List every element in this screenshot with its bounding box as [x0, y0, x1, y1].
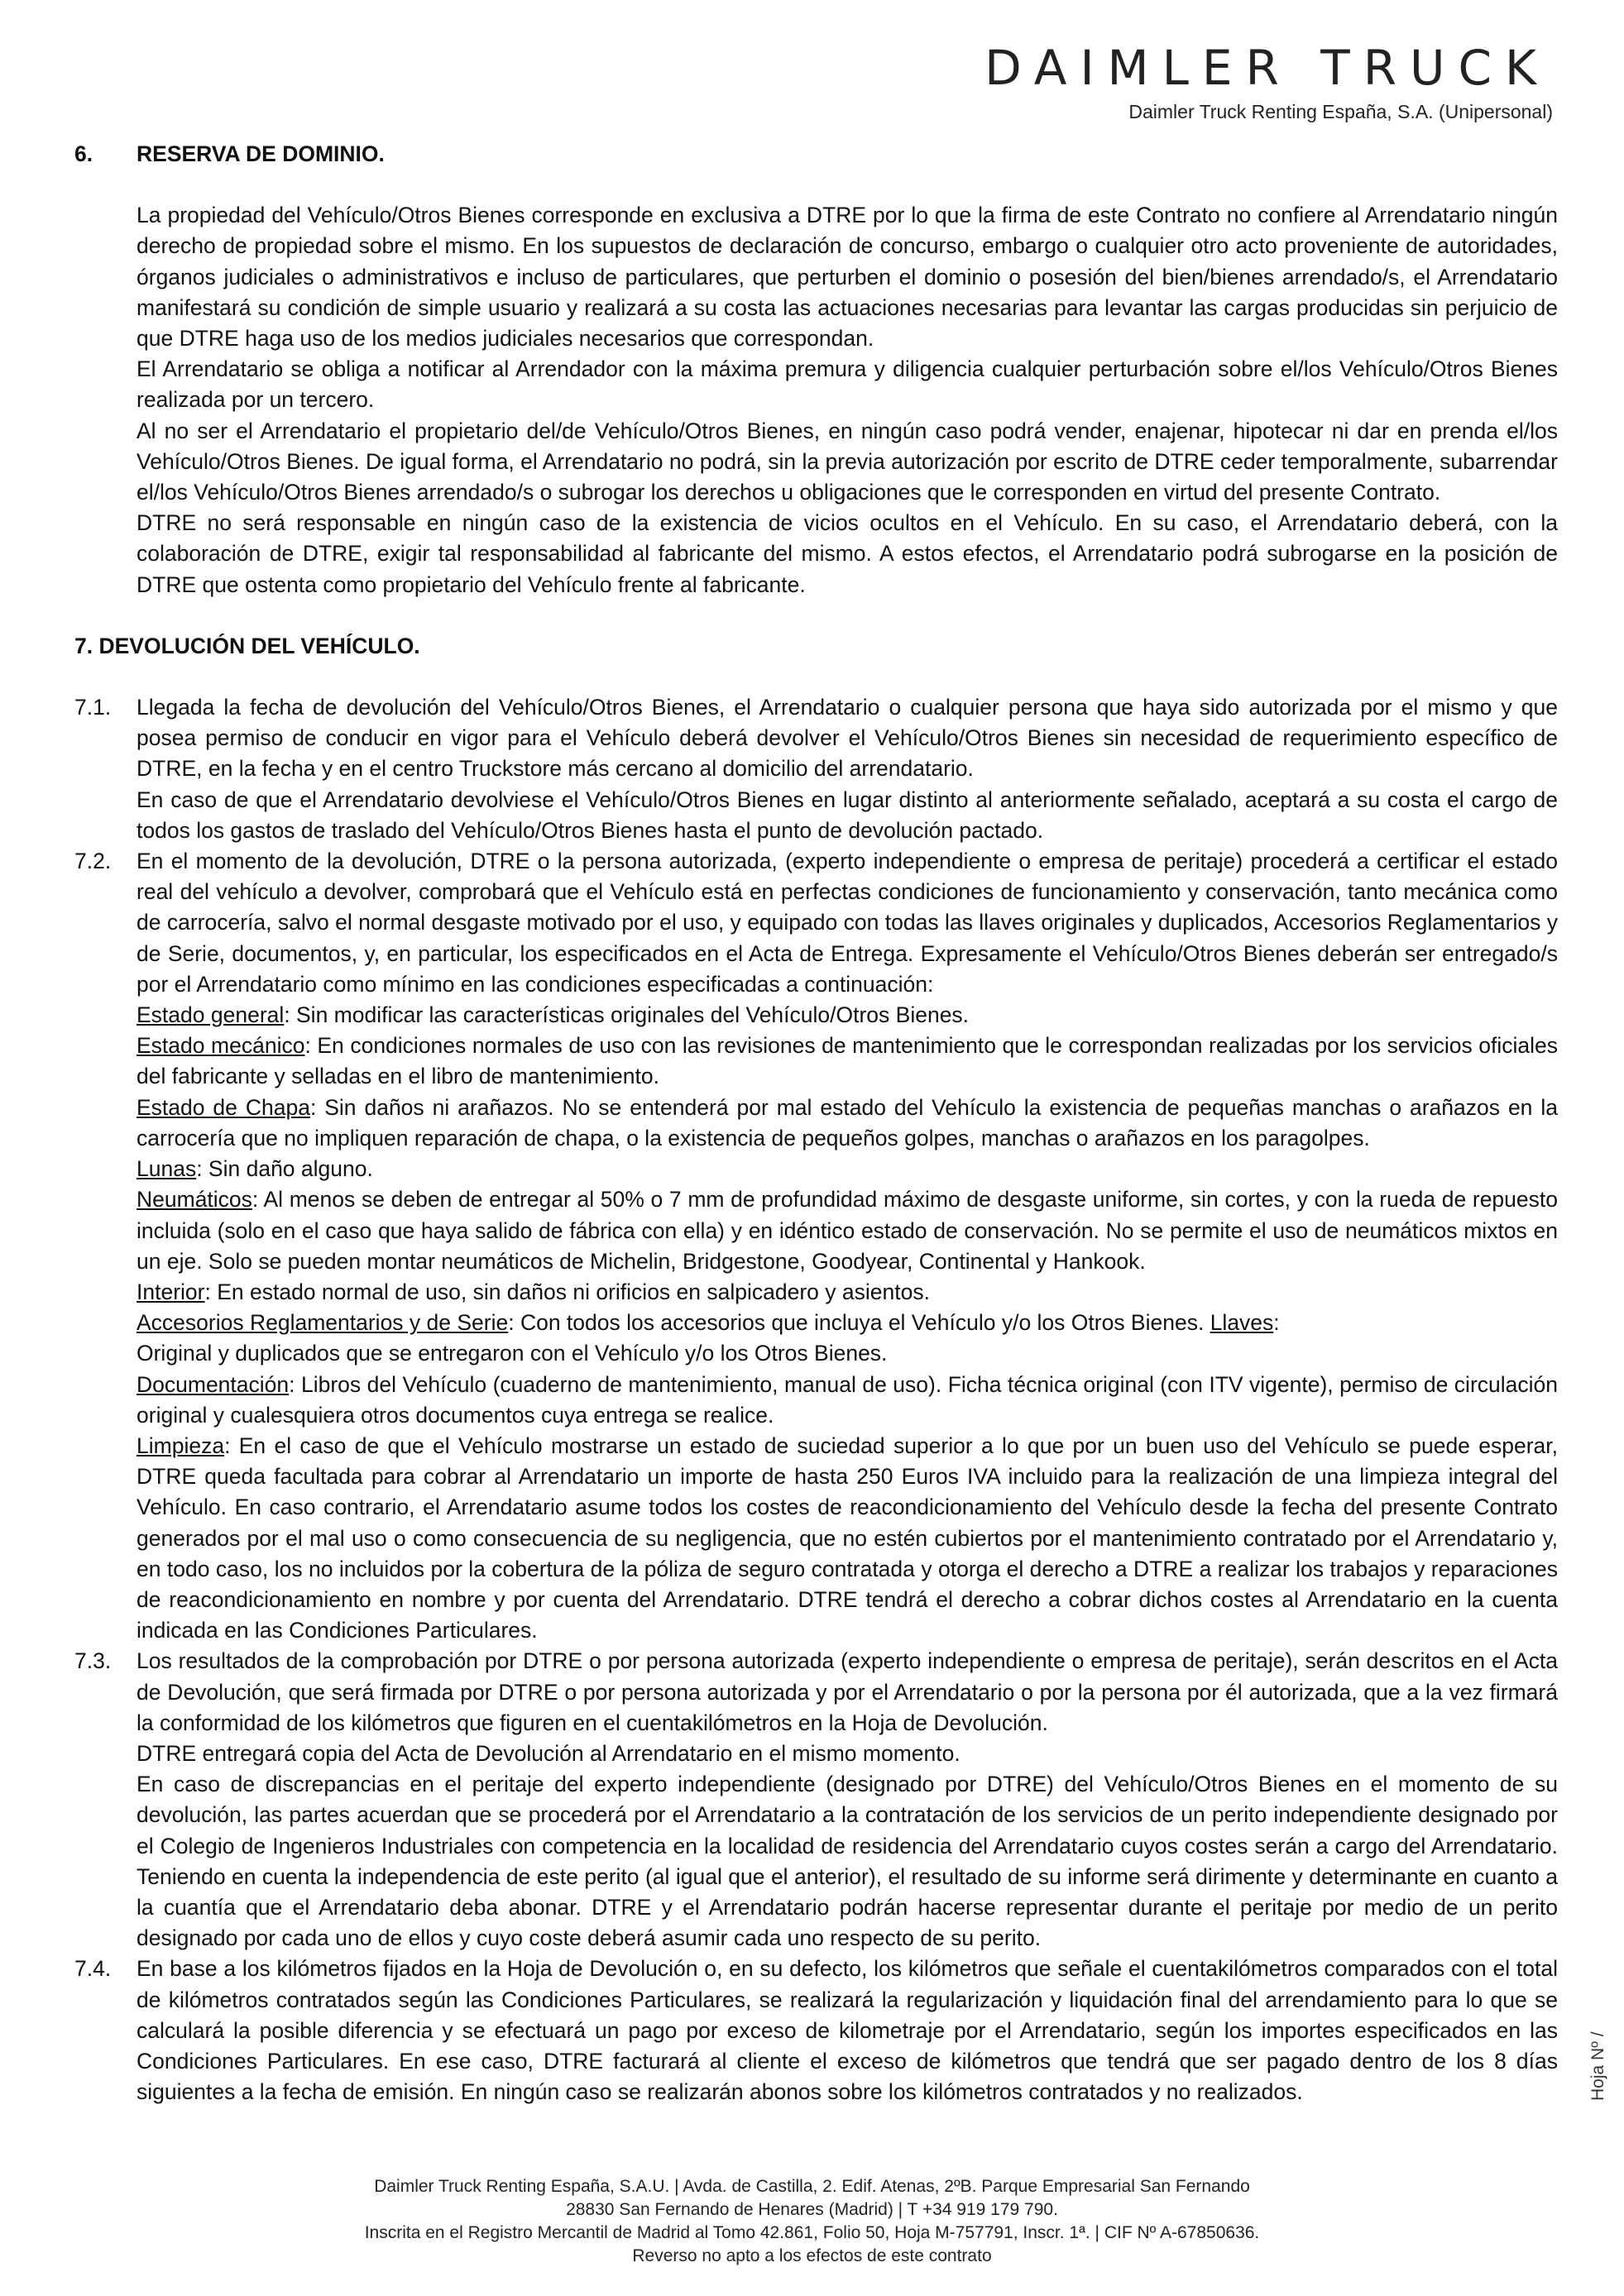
condition-limpieza	[137, 1431, 1558, 1646]
condition-interior	[137, 1277, 1558, 1308]
footer-line: 28830 San Fernando de Henares (Madrid) | T +34 919 179 790.	[566, 2200, 1058, 2219]
paragraph: En caso de discrepancias en el peritaje del experto independiente (designado por DTRE) del Vehículo/Otros Bienes en el momento de su devolución, las partes acuerdan que se procederá por el Arrendatario a la contratación de los servicios de un perito independiente designado por el Colegio de Ingenieros Industriales con competencia en la localidad de residencia del Arrendatario cuyos costes serán a cargo del Arrendatario. Teniendo en cuenta la independencia de este perito (al igual que el anterior), el resultado de su informe será dirimente y determinante en cuanto a la cuantía que el Arrendatario deba abonar. DTRE y el Arrendatario podrán hacerse representar durante el peritaje por medio de un perito designado por cada uno de ellos y cuyo coste deberá asumir cada uno respecto de su perito.	[137, 1772, 1558, 1951]
clause-number: 7.4.	[74, 1956, 112, 1982]
section-7-heading: 7. DEVOLUCIÓN DEL VEHÍCULO.	[74, 633, 420, 658]
company-name: Daimler Truck Renting España, S.A. (Unipersonal)	[1128, 101, 1553, 122]
condition-text: :	[1273, 1310, 1280, 1336]
condition-label: Interior	[137, 1279, 205, 1304]
page-number-label: Hoja Nº /	[1588, 2031, 1607, 2101]
clause-7-2	[74, 846, 1558, 1646]
condition-text: : Al menos se deben de entregar al 50% o 7 mm de profundidad máximo de desgaste uniforme, sin cortes, y con la rueda de repuesto incluida (solo en el caso que haya salido de fábrica con ella) y en idéntico estado de conservación. No se permite el uso de neumáticos mixtos en un eje. Solo se pueden montar neumáticos de Michelin, Bridgestone, Goodyear, Continental y Hankook.	[137, 1187, 1558, 1274]
paragraph: Llegada la fecha de devolución del Vehículo/Otros Bienes, el Arrendatario o cualquier persona que haya sido autorizada por el mismo y que posea permiso de conducir en vigor para el Vehículo deberá devolver el Vehículo/Otros Bienes sin necesidad de requerimiento específico de DTRE, en la fecha y en el centro Truckstore más cercano al domicilio del arrendatario.	[137, 695, 1558, 782]
section-6-heading	[74, 139, 1558, 170]
condition-general	[137, 1000, 1558, 1031]
condition-label: Limpieza	[137, 1433, 225, 1458]
section-6-number: 6.	[74, 141, 93, 166]
clause-7-3	[74, 1646, 1558, 1954]
footer-line: Reverso no apto a los efectos de este contrato	[632, 2246, 992, 2265]
footer-line: Daimler Truck Renting España, S.A.U. | Avda. de Castilla, 2. Edif. Atenas, 2ºB. Parque Empresarial San Fernando	[374, 2177, 1250, 2196]
condition-chapa	[137, 1093, 1558, 1154]
clause-number: 7.3.	[74, 1648, 112, 1674]
paragraph: En el momento de la devolución, DTRE o la persona autorizada, (experto independiente o empresa de peritaje) procederá a certificar el estado real del vehículo a devolver, comprobará que el Vehículo está en perfectas condiciones de funcionamiento y conservación, tanto mecánica como de carrocería, salvo el normal desgaste motivado por el uso, y equipado con todas las llaves originales y duplicados, Accesorios Reglamentarios y de Serie, documentos, y, en particular, los especificados en el Acta de Entrega. Expresamente el Vehículo/Otros Bienes deberán ser entregado/s por el Arrendatario como mínimo en las condiciones especificadas a continuación:	[137, 849, 1558, 997]
condition-label: Estado de Chapa	[137, 1094, 310, 1120]
paragraph: En base a los kilómetros fijados en la Hoja de Devolución o, en su defecto, los kilómetros que señale el cuentakilómetros comparados con el total de kilómetros contratados según las Condiciones Particulares, se realizará la regularización y liquidación final del arrendamiento para lo que se calculará la posible diferencia y se efectuará un pago por exceso de kilometraje por el Arrendatario, según los importes especificados en las Condiciones Particulares. En ese caso, DTRE facturará al cliente el exceso de kilómetros que tendrá que ser pagado dentro de los 8 días siguientes a la fecha de emisión. En ningún caso se realizarán abonos sobre los kilómetros contratados y no realizados.	[137, 1956, 1558, 2105]
section-6-title: RESERVA DE DOMINIO.	[137, 141, 385, 166]
condition-lunas	[137, 1154, 1558, 1184]
paragraph: Los resultados de la comprobación por DTRE o por persona autorizada (experto independiente o empresa de peritaje), serán descritos en el Acta de Devolución, que será firmada por DTRE o por persona autorizada y por el Arrendatario o por la persona por él autorizada, que a la vez firmará la conformidad de los kilómetros que figuren en el cuentakilómetros en la Hoja de Devolución.	[137, 1648, 1558, 1735]
company-logo: DAIMLER TRUCK	[984, 40, 1550, 96]
condition-text: : Sin daño alguno.	[196, 1156, 373, 1182]
paragraph: DTRE no será responsable en ningún caso de la existencia de vicios ocultos en el Vehículo. En su caso, el Arrendatario deberá, con la colaboración de DTRE, exigir tal responsabilidad al fabricante del mismo. A estos efectos, el Arrendatario podrá subrogarse en la posición de DTRE que ostenta como propietario del Vehículo frente al fabricante.	[137, 510, 1558, 597]
condition-text: : Sin modificar las características originales del Vehículo/Otros Bienes.	[284, 1002, 970, 1028]
condition-label: Neumáticos	[137, 1187, 252, 1213]
condition-label: Documentación	[137, 1371, 290, 1397]
condition-label: Estado mecánico	[137, 1033, 305, 1059]
paragraph: El Arrendatario se obliga a notificar al Arrendador con la máxima premura y diligencia cualquier perturbación sobre el/los Vehículo/Otros Bienes realizada por un tercero.	[137, 356, 1558, 413]
condition-label: Accesorios Reglamentarios y de Serie	[137, 1310, 509, 1336]
condition-neumaticos	[137, 1184, 1558, 1277]
paragraph: En caso de que el Arrendatario devolviese el Vehículo/Otros Bienes en lugar distinto al anteriormente señalado, aceptará a su costa el cargo de todos los gastos de traslado del Vehículo/Otros Bienes hasta el punto de devolución pactado.	[137, 787, 1558, 843]
condition-label: Estado general	[137, 1002, 285, 1028]
paragraph: DTRE entregará copia del Acta de Devolución al Arrendatario en el mismo momento.	[137, 1740, 961, 1766]
condition-text: : Sin daños ni arañazos. No se entenderá por mal estado del Vehículo la existencia de pequeñas manchas o arañazos en la carrocería que no impliquen reparación de chapa, o la existencia de pequeños golpes, manchas o arañazos en los paragolpes.	[137, 1094, 1558, 1150]
clause-7-4	[74, 1954, 1558, 2107]
condition-text: : Libros del Vehículo (cuaderno de mantenimiento, manual de uso). Ficha técnica original (con ITV vigente), permiso de circulación original y cualesquiera otros documentos cuya entrega se realice.	[137, 1371, 1558, 1428]
condition-text: : Con todos los accesorios que incluya el Vehículo y/o los Otros Bienes.	[508, 1310, 1210, 1336]
section-6-body	[74, 200, 1558, 600]
condition-documentacion	[137, 1370, 1558, 1431]
paragraph: La propiedad del Vehículo/Otros Bienes corresponde en exclusiva a DTRE por lo que la firma de este Contrato no confiere al Arrendatario ningún derecho de propiedad sobre el mismo. En los supuestos de declaración de concurso, embargo o cualquier otro acto proveniente de autoridades, órganos judiciales o administrativos e incluso de particulares, que perturben el dominio o posesión del bien/bienes arrendado/s, el Arrendatario manifestará su condición de simple usuario y realizará a su costa las actuaciones necesarias para levantar las cargas producidas sin perjuicio de que DTRE haga uso de los medios judiciales necesarios que correspondan.	[137, 203, 1558, 352]
clause-7-1	[74, 692, 1558, 846]
paragraph: Al no ser el Arrendatario el propietario del/de Vehículo/Otros Bienes, en ningún caso podrá vender, enajenar, hipotecar ni dar en prenda el/los Vehículo/Otros Bienes. De igual forma, el Arrendatario no podrá, sin la previa autorización por escrito de DTRE ceder temporalmente, subarrendar el/los Vehículo/Otros Bienes arrendado/s o subrogar los derechos u obligaciones que le corresponden en virtud del presente Contrato.	[137, 418, 1558, 505]
condition-accesorios	[137, 1308, 1558, 1338]
document-body	[74, 139, 1558, 2107]
condition-label: Llaves	[1210, 1310, 1274, 1336]
condition-llaves: Original y duplicados que se entregaron con el Vehículo y/o los Otros Bienes.	[137, 1341, 888, 1366]
footer	[0, 2175, 1624, 2268]
condition-text: : En estado normal de uso, sin daños ni orificios en salpicadero y asientos.	[204, 1279, 930, 1304]
clause-number: 7.1.	[74, 695, 112, 720]
condition-text: : En el caso de que el Vehículo mostrarse un estado de suciedad superior a lo que por un buen uso del Vehículo se puede esperar, DTRE queda facultada para cobrar al Arrendatario un importe de hasta 250 Euros IVA incluido para la realización de una limpieza integral del Vehículo. En caso contrario, el Arrendatario asume todos los costes de reacondicionamiento del Vehículo desde la fecha del presente Contrato generados por el mal uso o como consecuencia de su negligencia, que no estén cubiertos por el mantenimiento contratado por el Arrendatario y, en todo caso, los no incluidos por la cobertura de la póliza de seguro contratada y otorga el derecho a DTRE a realizar los trabajos y reparaciones de reacondicionamiento en nombre y por cuenta del Arrendatario. DTRE tendrá el derecho a cobrar dichos costes al Arrendatario en la cuenta indicada en las Condiciones Particulares.	[137, 1433, 1558, 1643]
footer-line: Inscrita en el Registro Mercantil de Madrid al Tomo 42.861, Folio 50, Hoja M-757791, Inscr. 1ª. | CIF Nº A-67850636.	[364, 2223, 1260, 2242]
clause-number: 7.2.	[74, 849, 112, 874]
condition-label: Lunas	[137, 1156, 197, 1182]
condition-mecanico	[137, 1031, 1558, 1092]
condition-text: : En condiciones normales de uso con las revisiones de mantenimiento que le correspondan realizadas por los servicios oficiales del fabricante y selladas en el libro de mantenimiento.	[137, 1033, 1558, 1089]
